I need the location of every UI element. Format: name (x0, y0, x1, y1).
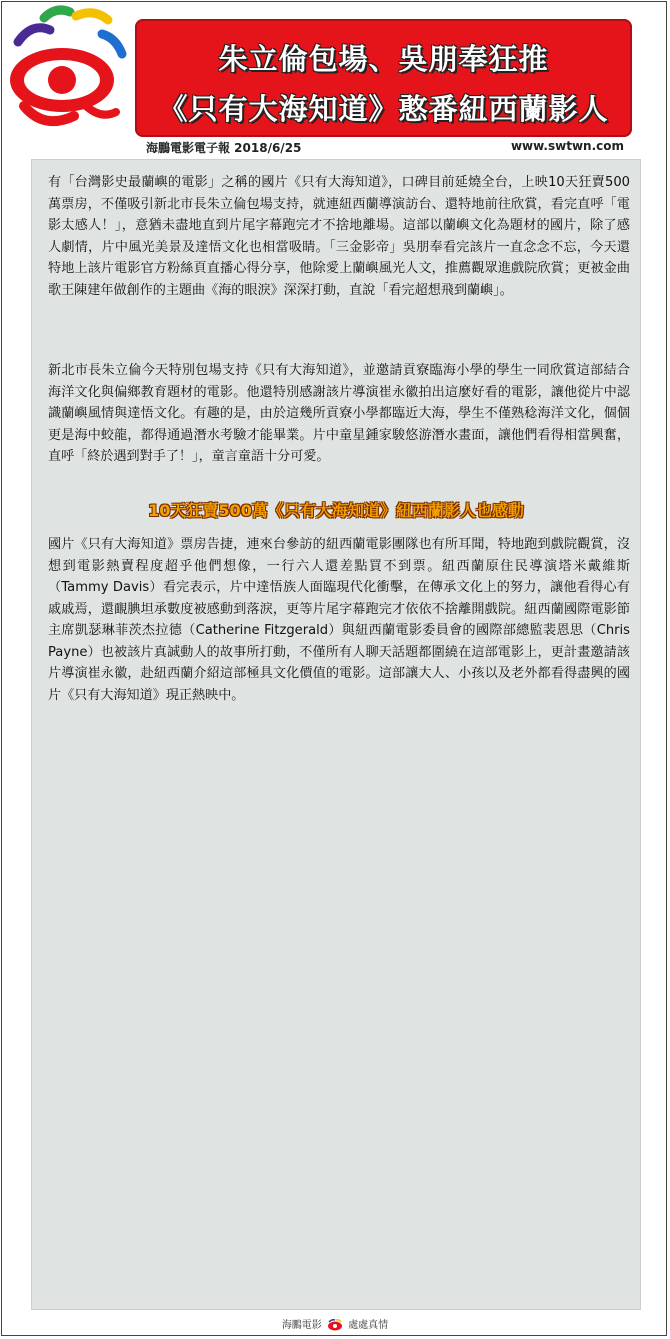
mini-logo-icon (327, 1318, 343, 1332)
website-link[interactable]: www.swtwn.com (510, 139, 624, 153)
rainbow-eye-logo-icon (4, 4, 130, 134)
article-body (31, 159, 641, 1310)
footer-slogan-text: 處處真情 (348, 1320, 389, 1331)
source-date: 海鵬電影電子報 2018/6/25 (146, 141, 302, 155)
article-subheading: 10天狂賣500萬《只有大海知道》紐西蘭影人也感動 (148, 501, 524, 520)
headline-banner (135, 19, 632, 137)
footer-brand-text: 海鵬電影 (281, 1320, 322, 1331)
headline-line-2: 《只有大海知道》憨番紐西蘭影人 (158, 92, 609, 126)
article-paragraph-3: 國片《只有大海知道》票房告捷，連來台參訪的紐西蘭電影團隊也有所耳聞，特地跑到戲院觀賞，沒想到電影熱賣程度超乎他們想像，一行六人還差點買不到票。紐西蘭原住民導演塔米戴維斯（Tammy Davis）看完表示，片中達悟族人面臨現代化衝擊，在傳承文化上的努力，讓他看得心有戚戚焉，還靦腆坦承數度被感動到落淚，更等片尾字幕跑完才依依不捨離開戲院。紐西蘭國際電影節主席凱瑟琳菲茨杰拉德（Catherine Fitzgerald）與紐西蘭電影委員會的國際部總監裴恩思（Chris Payne）也被該片真誠動人的故事所打動，不僅所有人聊天話題都圍繞在這部電影上，更計畫邀請該片導演崔永徽，赴紐西蘭介紹這部極具文化價值的電影。這部讓大人、小孩以及老外都看得盡興的國片《只有大海知道》現正熱映中。 (48, 537, 630, 703)
article-paragraph-1: 有「台灣影史最蘭嶼的電影」之稱的國片《只有大海知道》，口碑目前延燒全台，上映10天狂賣500萬票房，不僅吸引新北市長朱立倫包場支持，就連紐西蘭導演訪台、還特地前往欣賞，看完直呼「電影太感人！」，意猶未盡地直到片尾字幕跑完才不捨地離場。這部以蘭嶼文化為題材的國片，除了感人劇情，片中風光美景及達悟文化也相當吸睛。「三金影帝」吳朋奉看完該片一直念念不忘，今天還特地上該片電影官方粉絲頁直播心得分享，他除愛上蘭嶼風光人文，推薦觀眾進戲院欣賞；更被金曲歌王陳建年做創作的主題曲《海的眼淚》深深打動，直說「看完超想飛到蘭嶼」。 (48, 175, 630, 298)
footer (0, 1316, 670, 1332)
article-paragraph-2: 新北市長朱立倫今天特別包場支持《只有大海知道》，並邀請貢寮臨海小學的學生一同欣賞這部結合海洋文化與偏鄉教育題材的電影。他還特別感謝該片導演崔永徽拍出這麼好看的電影，讓他從片中認識蘭嶼風情與達悟文化。有趣的是，由於這幾所貢寮小學都臨近大海，學生不僅熟稔海洋文化，個個更是海中蛟龍，都得通過潛水考驗才能畢業。片中童星鍾家駿悠游潛水畫面，讓他們看得相當興奮，直呼「終於遇到對手了！」，童言童語十分可愛。 (48, 363, 630, 464)
headline-line-1: 朱立倫包場、吳朋奉狂推 (218, 42, 549, 76)
